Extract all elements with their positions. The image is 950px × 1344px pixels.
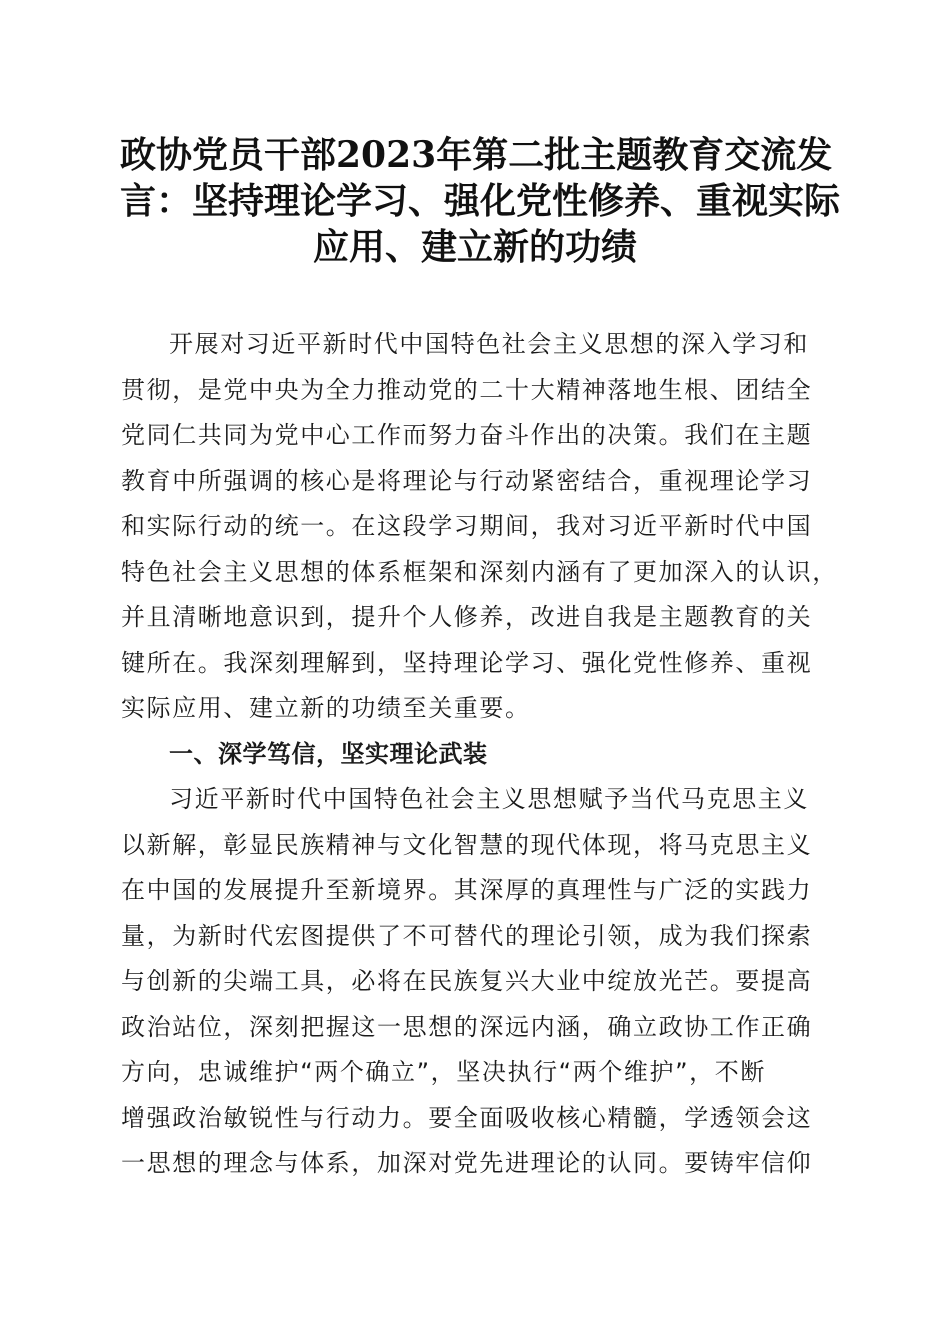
paragraph-line: 教育中所强调的核心是将理论与行动紧密结合，重视理论学习 [121,466,813,495]
title-line: 政协党员干部2023年第二批主题教育交流发 [120,134,833,176]
paragraph-line: 习近平新时代中国特色社会主义思想赋予当代马克思主义 [169,785,809,813]
paragraph-line: 党同仁共同为党中心工作而努力奋斗作出的决策。我们在主题 [121,421,813,449]
paragraph-line: 以新解，彰显民族精神与文化智慧的现代体现，将马克思主义 [121,830,813,859]
section-heading: 一、深学笃信，坚实理论武装 [169,739,488,768]
paragraph-line: 政治站位，深刻把握这一思想的深远内涵，确立政协工作正确 [121,1012,813,1041]
intro-paragraph [121,322,841,732]
paragraph-line: 一思想的理念与体系，加深对党先进理论的认同。要铸牢信仰 [121,1149,813,1177]
title-line: 言：坚持理论学习、强化党性修养、重视实际 [120,180,841,222]
paragraph-line: 和实际行动的统一。在这段学习期间，我对习近平新时代中国 [121,512,813,540]
section-paragraph [121,777,841,1187]
document-title [120,132,841,270]
paragraph-line: 贯彻，是党中央为全力推动党的二十大精神落地生根、团结全 [121,375,813,404]
paragraph-line: 特色社会主义思想的体系框架和深刻内涵有了更加深入的认识， [121,557,838,586]
paragraph-line: 并且清晰地意识到，提升个人修养，改进自我是主题教育的关 [121,603,813,631]
paragraph-line: 开展对习近平新时代中国特色社会主义思想的深入学习和 [169,330,809,358]
paragraph-line: 方向，忠诚维护“两个确立”，坚决执行“两个维护”，不断 [121,1058,766,1086]
paragraph-line: 增强政治敏锐性与行动力。要全面吸收核心精髓，学透领会这 [121,1103,813,1132]
paragraph-line: 在中国的发展提升至新境界。其深厚的真理性与广泛的实践力 [121,876,813,904]
paragraph-line: 实际应用、建立新的功绩至关重要。 [121,694,531,722]
document-body [121,322,841,1187]
paragraph-line: 键所在。我深刻理解到，坚持理论学习、强化党性修养、重视 [121,648,813,677]
title-line: 应用、建立新的功绩 [312,226,637,268]
paragraph-line: 量，为新时代宏图提供了不可替代的理论引领，成为我们探索 [121,921,813,950]
paragraph-line: 与创新的尖端工具，必将在民族复兴大业中绽放光芒。要提高 [121,967,813,995]
